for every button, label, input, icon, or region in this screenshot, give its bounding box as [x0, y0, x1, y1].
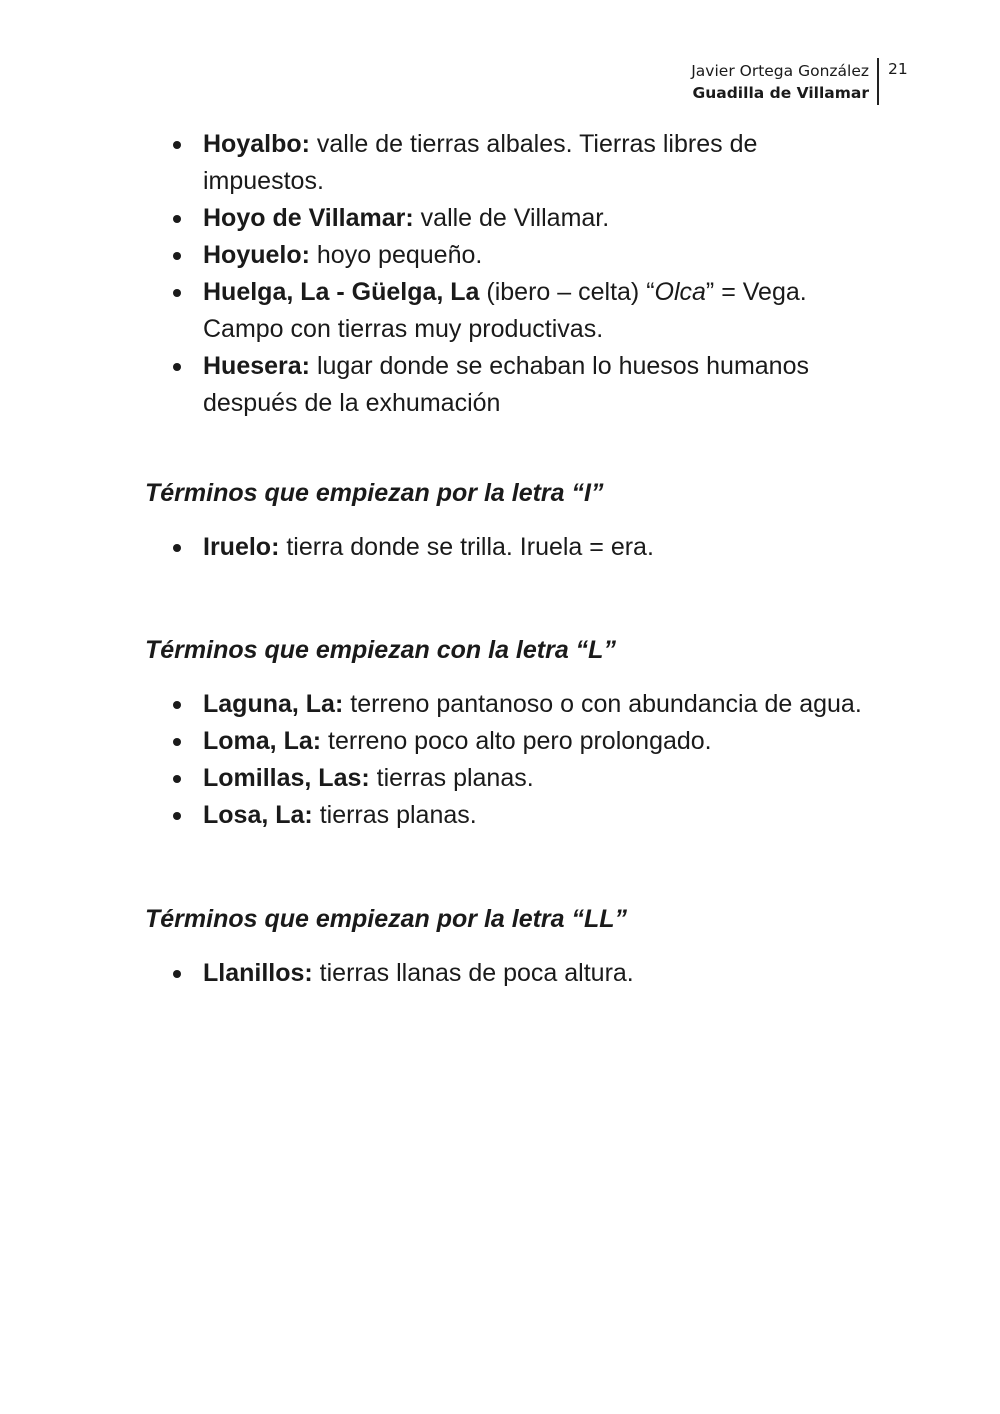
entry-term: Loma, La:: [203, 727, 322, 755]
bullet-icon: [173, 738, 181, 746]
list-item: [145, 237, 875, 274]
list-item: [145, 529, 875, 566]
bullet-icon: [173, 970, 181, 978]
header-subtitle: Guadilla de Villamar: [692, 84, 869, 102]
entry-definition: tierras planas.: [312, 801, 477, 829]
entry-term: Lomillas, Las:: [203, 764, 370, 792]
list-item: [145, 348, 875, 422]
entry-definition: hoyo pequeño.: [309, 241, 483, 269]
entry-term: Hoyuelo:: [203, 241, 310, 269]
entry-definition: terreno pantanoso o con abundancia de agua.: [343, 690, 862, 718]
bullet-icon: [173, 812, 181, 820]
list-item: [145, 274, 875, 348]
entry-term: Hoyalbo:: [203, 130, 310, 158]
page-number: 21: [888, 60, 908, 78]
entry-term: Hoyo de Villamar:: [203, 204, 414, 232]
entry-list-ll: [145, 955, 875, 992]
entry-term: Llanillos:: [203, 959, 313, 987]
header-author: Javier Ortega González: [691, 62, 869, 80]
list-item: [145, 955, 875, 992]
entry-definition: tierra donde se trilla. Iruela = era.: [279, 533, 654, 561]
bullet-icon: [173, 215, 181, 223]
entry-term: Huesera:: [203, 352, 310, 380]
list-item: [145, 126, 875, 200]
bullet-icon: [173, 701, 181, 709]
list-item: [145, 686, 875, 723]
bullet-icon: [173, 775, 181, 783]
list-item: [145, 760, 875, 797]
entry-definition: tierras llanas de poca altura.: [312, 959, 634, 987]
entry-definition: terreno poco alto pero prolongado.: [321, 727, 712, 755]
header-divider: [877, 58, 879, 105]
entry-etymon: Olca: [654, 278, 706, 306]
entry-term: Huelga, La - Güelga, La: [203, 278, 480, 306]
bullet-icon: [173, 363, 181, 371]
bullet-icon: [173, 252, 181, 260]
list-item: [145, 797, 875, 834]
bullet-icon: [173, 141, 181, 149]
entry-term: Iruelo:: [203, 533, 280, 561]
entry-list-i: [145, 529, 875, 566]
running-header: [691, 60, 869, 104]
list-item: [145, 723, 875, 760]
entry-definition: tierras planas.: [369, 764, 534, 792]
entry-origin: (ibero – celta) “: [479, 278, 655, 306]
entry-term: Laguna, La:: [203, 690, 344, 718]
section-heading-l: Términos que empiezan con la letra “L”: [145, 636, 616, 664]
list-item: [145, 200, 875, 237]
entry-definition: valle de tierras albales. Tierras libres de impuestos.: [203, 130, 758, 195]
section-heading-i: Términos que empiezan por la letra “I”: [145, 479, 604, 507]
bullet-icon: [173, 544, 181, 552]
entry-term: Losa, La:: [203, 801, 313, 829]
entry-list-l: [145, 686, 875, 834]
entry-list-h: [145, 126, 875, 422]
entry-definition: lugar donde se echaban lo huesos humanos después de la exhumación: [203, 352, 809, 417]
entry-definition: valle de Villamar.: [413, 204, 610, 232]
page-body: [145, 126, 875, 992]
section-heading-ll: Términos que empiezan por la letra “LL”: [145, 905, 628, 933]
entry-definition: ” = Vega. Campo con tierras muy productivas.: [203, 278, 807, 343]
bullet-icon: [173, 289, 181, 297]
